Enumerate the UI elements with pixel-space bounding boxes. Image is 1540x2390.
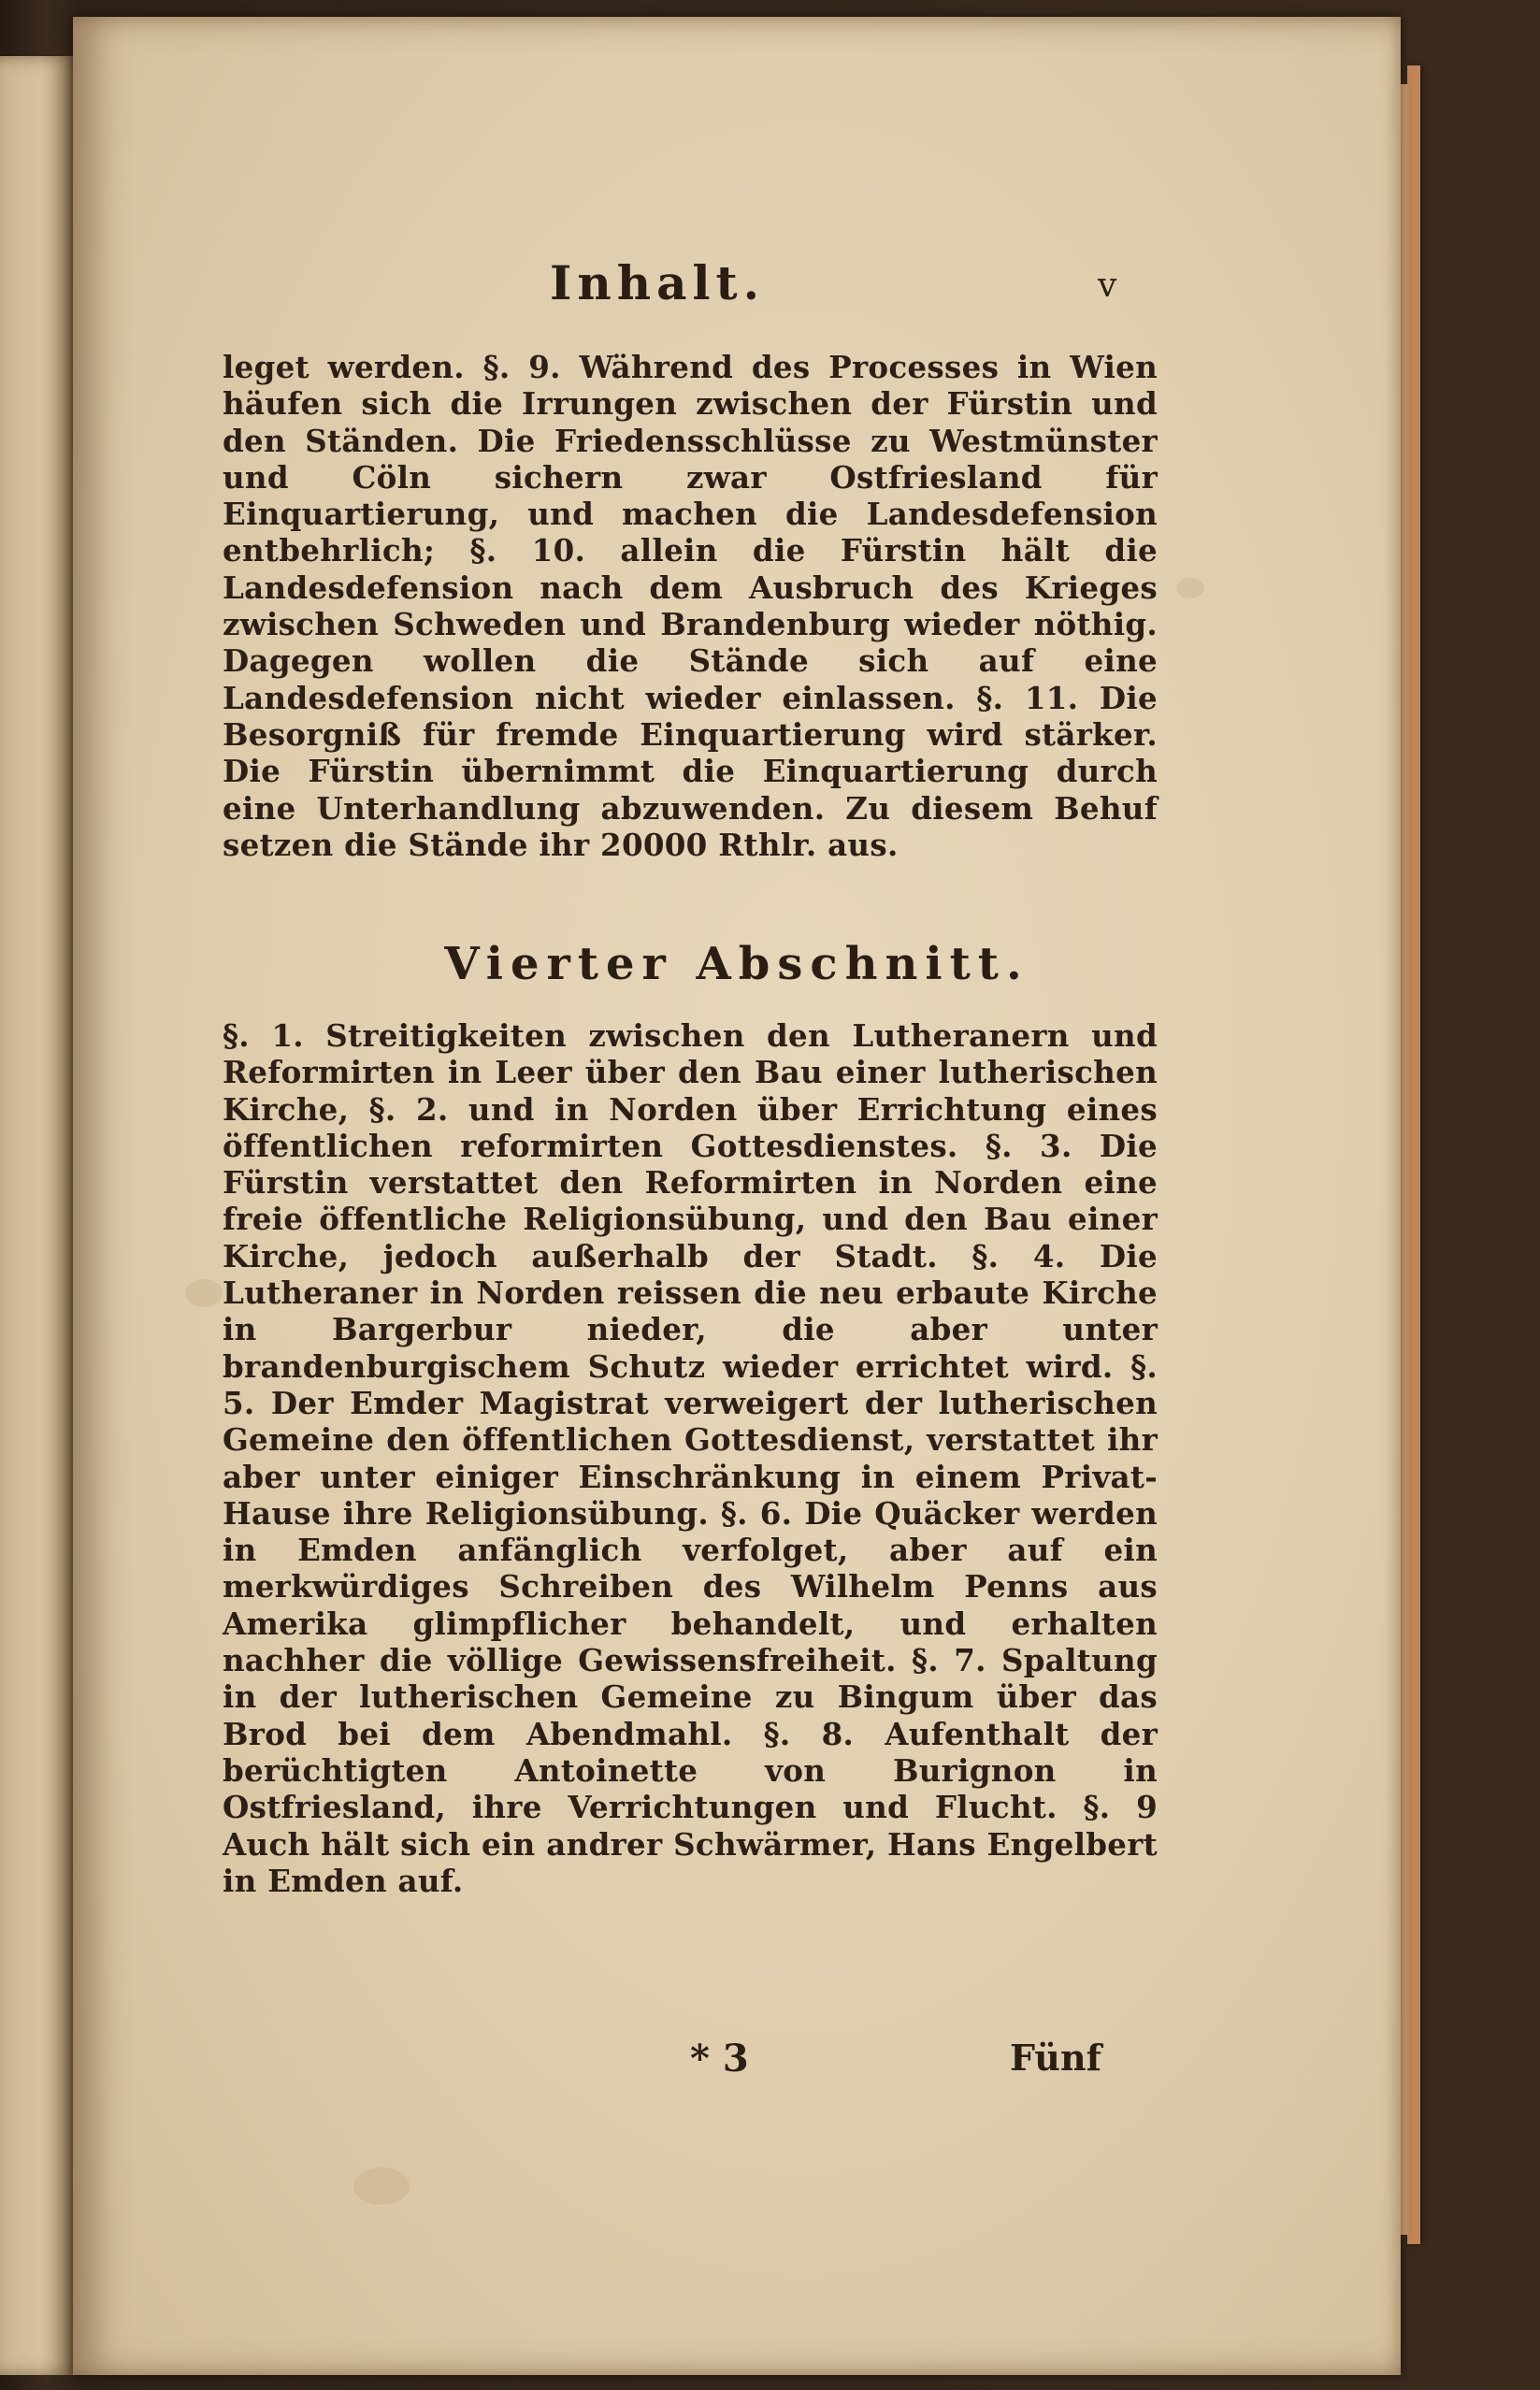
catchword: Fünf (1010, 2037, 1101, 2079)
section-heading: Vierter Abschnitt. (444, 938, 1029, 990)
summary-paragraph-2: §. 1. Streitigkeiten zwischen den Lutheranern und Reformirten in Leer über den Bau einer lutherischen Kirche, §. 2. und in Norden über Errichtung eines öffentlichen reformirten Gottesdienstes. §. 3. Die Fürstin verstattet den Reformirten in Norden eine freie öffentliche Religionsübung, und den Bau einer Kirche, jedoch außerhalb der Stadt. §. 4. Die Lutheraner in Norden reissen die neu erbaute Kirche in Bargerbur nieder, die aber unter brandenburgischem Schutz wieder errichtet wird. §. 5. Der Emder Magistrat verweigert der lutherischen Gemeine den öffentlichen Gottesdienst, verstattet ihr aber unter einiger Einschränkung in einem Privat-Hause ihre Religionsübung. §. 6. Die Quäcker werden in Emden anfänglich verfolget, aber auf ein merkwürdiges Schreiben des Wilhelm Penns aus Amerika glimpflicher behandelt, und erhalten nachher die völlige Gewissensfreiheit. §. 7. Spaltung in der lutherischen Gemeine zu Bingum über das Brod bei dem Abendmahl. §. 8. Aufenthalt der berüchtigten Antoinette von Burignon in Ostfriesland, ihre Verrichtungen und Flucht. §. 9 Auch hält sich ein andrer Schwärmer, Hans Engelbert in Emden auf. (223, 1017, 1158, 1899)
running-head-title: Inhalt. (550, 255, 765, 310)
foxing-spot (1176, 578, 1204, 598)
running-head (73, 255, 1401, 321)
left-page-edge (0, 56, 75, 2375)
summary-paragraph-1: leget werden. §. 9. Während des Processes in Wien häufen sich die Irrungen zwischen der Fürstin und den Ständen. Die Friedensschlüsse zu Westmünster und Cöln sichern zwar Ostfriesland für Einquartierung, und machen die Landesdefension entbehrlich; §. 10. allein die Fürstin hält die Landesdefension nach dem Ausbruch des Krieges zwischen Schweden und Brandenburg wieder nöthig. Dagegen wollen die Stände sich auf eine Landesdefension nicht wieder einlassen. §. 11. Die Besorgniß für fremde Einquartierung wird stärker. Die Fürstin übernimmt die Einquartierung durch eine Unterhandlung abzuwenden. Zu diesem Behuf setzen die Stände ihr 20000 Rthlr. aus. (223, 349, 1158, 863)
page-footer (73, 2037, 1401, 2093)
page-number: v (1098, 266, 1117, 305)
foxing-spot (185, 1279, 223, 1307)
foxing-spot (353, 2167, 410, 2205)
signature-mark: * 3 (690, 2037, 749, 2080)
book-page (73, 17, 1401, 2375)
